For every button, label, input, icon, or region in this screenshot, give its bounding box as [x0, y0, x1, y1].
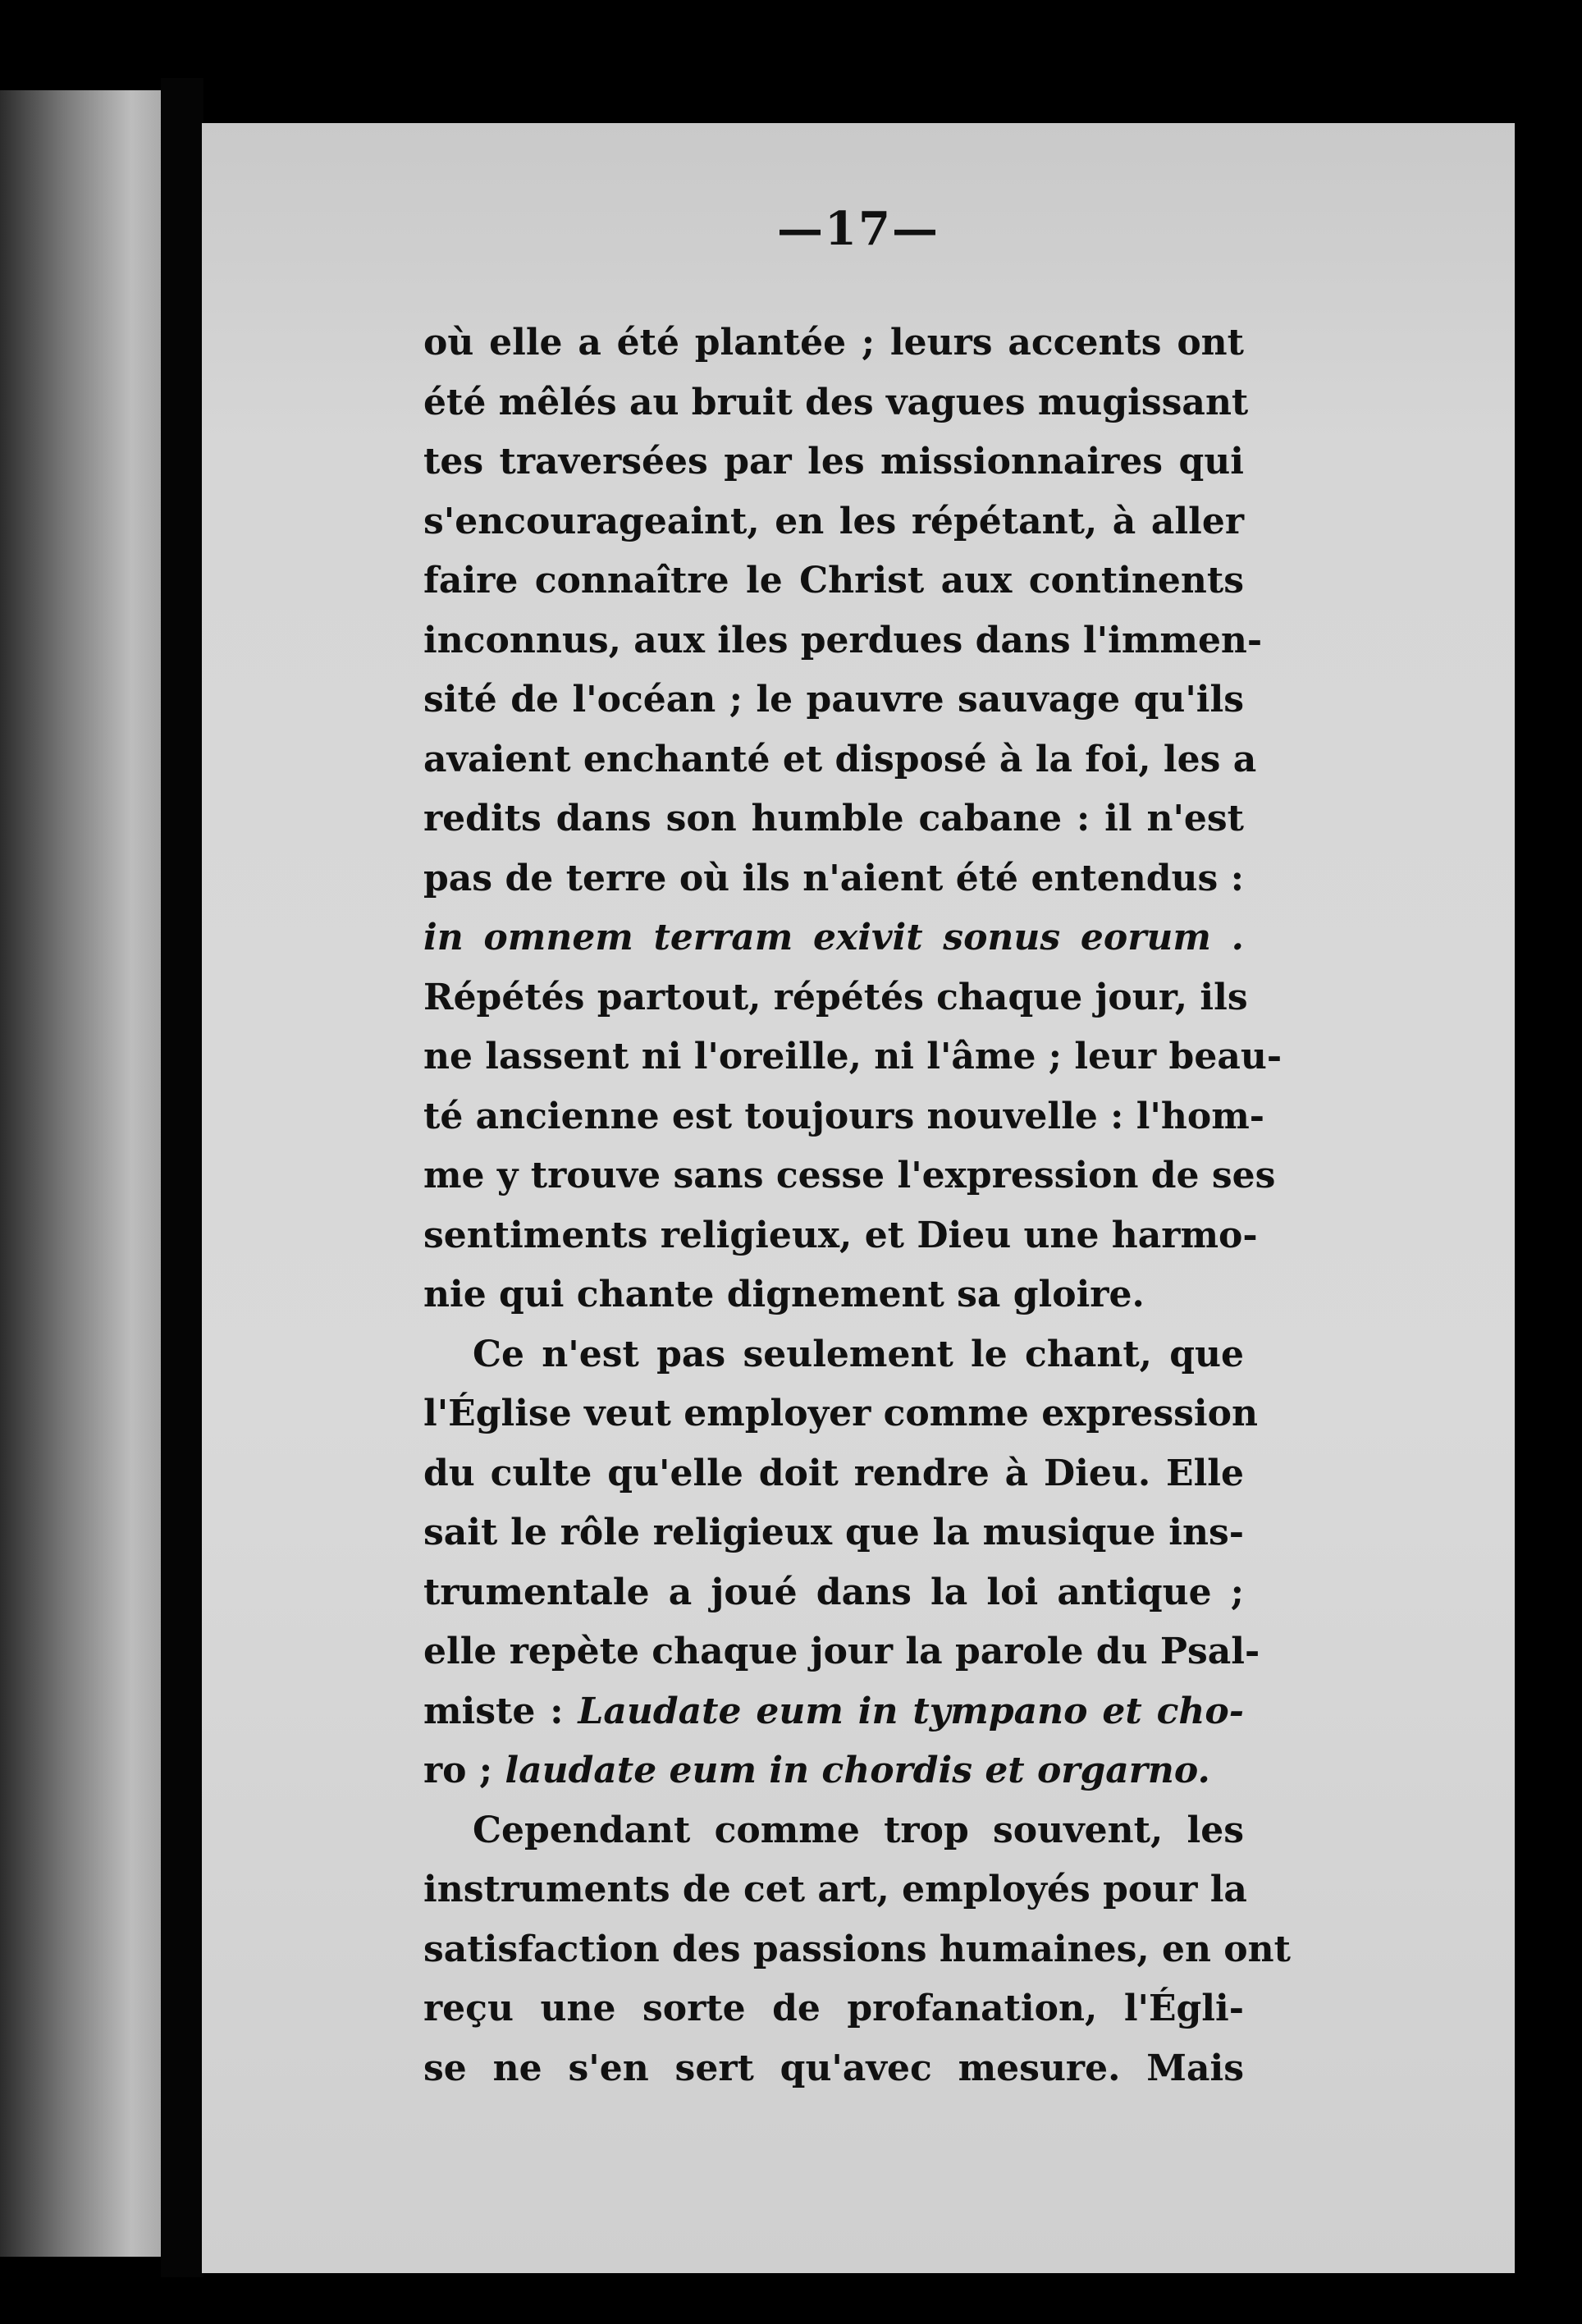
- line-roman-part: miste :: [423, 1690, 578, 1732]
- text-line: sité de l'océan ; le pauvre sauvage qu'ils: [423, 679, 1244, 721]
- latin-quote: Laudate eum in tympano et cho-: [578, 1690, 1244, 1732]
- text-line: satisfaction des passions humaines, en ont: [423, 1928, 1291, 1970]
- book-page: [202, 123, 1515, 2273]
- text-line: tes traversées par les missionnaires qui: [423, 441, 1244, 483]
- text-line: été mêlés au bruit des vagues mugissant: [423, 381, 1249, 423]
- text-line: où elle a été plantée ; leurs accents ont: [423, 322, 1244, 364]
- text-line: Répétés partout, répétés chaque jour, ils: [423, 976, 1248, 1018]
- mixed-quote-line: [423, 1741, 1244, 1801]
- text-line: s'encourageaint, en les répétant, à aller: [423, 500, 1244, 542]
- latin-quote: laudate eum in chordis et orgarno.: [505, 1750, 1210, 1791]
- text-line: té ancienne est toujours nouvelle : l'hom-: [423, 1095, 1265, 1137]
- facing-page-edge: [0, 90, 164, 2257]
- text-line: me y trouve sans cesse l'expression de ses: [423, 1155, 1276, 1196]
- text-line: instruments de cet art, employés pour la: [423, 1869, 1247, 1910]
- text-line: trumentale a joué dans la loi antique ;: [423, 1571, 1244, 1613]
- book-gutter: [161, 78, 203, 2277]
- text-line: sait le rôle religieux que la musique ins-: [423, 1512, 1244, 1553]
- paragraph-end-line: nie qui chante dignement sa gloire.: [423, 1274, 1145, 1315]
- paragraph-start-line: Ce n'est pas seulement le chant, que: [473, 1333, 1244, 1375]
- text-line: faire connaître le Christ aux continents: [423, 560, 1244, 602]
- page-body-text: [423, 313, 1291, 2098]
- text-line: inconnus, aux iles perdues dans l'immen-: [423, 619, 1263, 661]
- text-line: elle repète chaque jour la parole du Psal-: [423, 1631, 1260, 1672]
- text-line: pas de terre où ils n'aient été entendus :: [423, 857, 1244, 899]
- paragraph-start-line: Cependant comme trop souvent, les: [473, 1809, 1244, 1851]
- text-line: se ne s'en sert qu'avec mesure. Mais: [423, 2047, 1244, 2089]
- page-number: —17—: [777, 202, 940, 256]
- text-line: avaient enchanté et disposé à la foi, les a: [423, 738, 1257, 780]
- text-line: du culte qu'elle doit rendre à Dieu. Elle: [423, 1452, 1244, 1494]
- text-line: redits dans son humble cabane : il n'est: [423, 798, 1244, 839]
- mixed-quote-line: [423, 1682, 1244, 1742]
- text-line: sentiments religieux, et Dieu une harmo-: [423, 1214, 1258, 1256]
- text-line: l'Église veut employer comme expression: [423, 1393, 1258, 1434]
- text-line: ne lassent ni l'oreille, ni l'âme ; leur beau-: [423, 1036, 1283, 1077]
- latin-quote-line: in omnem terram exivit sonus eorum .: [423, 917, 1244, 958]
- line-roman-part: ro ;: [423, 1750, 505, 1791]
- text-line: reçu une sorte de profanation, l'Églі-: [423, 1988, 1244, 2029]
